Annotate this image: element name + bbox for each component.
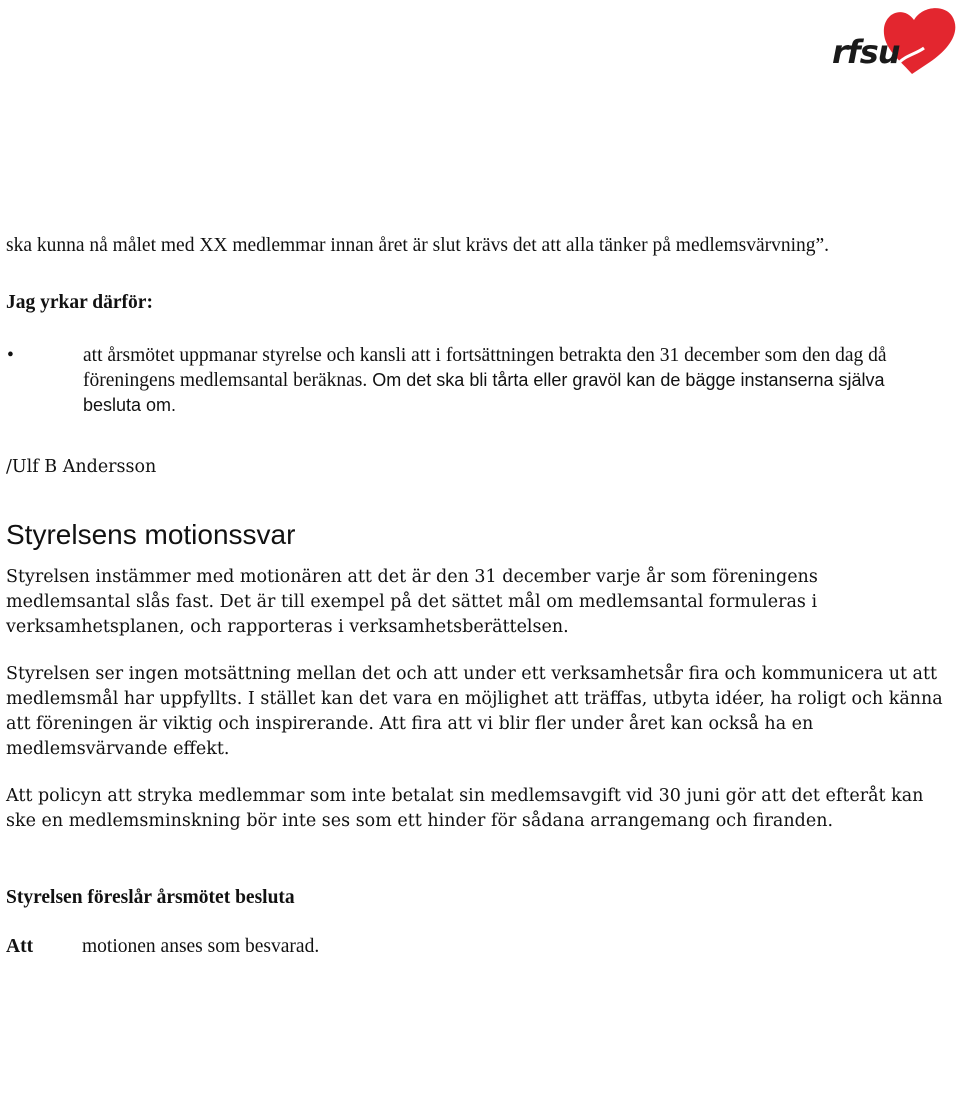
signature: /Ulf B Andersson — [6, 457, 157, 477]
decision-label: Att — [6, 936, 34, 957]
logo-wordmark: rfsu — [832, 33, 900, 71]
response-paragraph-3: Att policyn att stryka medlemmar som inte betalat sin medlemsavgift vid 30 juni gör att det efteråt kan ske en medlemsminskning bör inte ses som ett hinder för sådana arrangemang och firanden. — [6, 786, 924, 831]
response-p1-tail: Det är till exempel på det sättet mål om medlemsantal formuleras i verksamhetsplanen, och rapporteras i verksamhetsberättelsen. — [6, 592, 818, 637]
response-p2-c: Att fira att vi blir fler under året kan också ha en medlemsvärvande effekt. — [6, 714, 814, 759]
response-heading: Styrelsens motionssvar — [6, 519, 296, 550]
decision-text: motionen anses som besvarad. — [82, 936, 320, 957]
response-paragraph-2 — [6, 662, 946, 762]
bullet-text-tail: Om det ska bli tårta eller gravöl kan de bägge instanserna själva besluta om. — [83, 370, 885, 415]
decision-heading: Styrelsen föreslår årsmötet besluta — [6, 887, 295, 908]
motion-bullet-item — [6, 343, 946, 418]
decision-row — [6, 934, 946, 959]
response-p1-main: Styrelsen instämmer med motionären att det är den 31 december varje år som föreningens medlemsantal slås fast. — [6, 567, 818, 612]
rfsu-logo — [826, 4, 960, 80]
document-body — [6, 233, 946, 959]
intro-paragraph: ska kunna nå målet med XX medlemmar innan året är slut krävs det att alla tänker på medlemsvärvning”. — [6, 235, 830, 256]
bullet-symbol: • — [7, 345, 14, 366]
bullet-text-main: att årsmötet uppmanar styrelse och kansli att i fortsättningen betrakta den 31 december som den dag då föreningens medlemsantal beräknas. — [83, 345, 887, 391]
bullet-text — [83, 343, 946, 418]
response-p2-a: Styrelsen ser ingen motsättning mellan det och att under ett verksamhetsår fira och kommunicera ut att medlemsmål har uppfyllts. — [6, 664, 938, 709]
response-paragraph-1 — [6, 565, 946, 640]
motion-heading: Jag yrkar därför: — [6, 292, 153, 313]
response-p2-b: I stället kan det vara en möjlighet att träffas, utbyta idéer, ha roligt och känna att föreningen är viktig och inspirerande. — [6, 689, 943, 734]
